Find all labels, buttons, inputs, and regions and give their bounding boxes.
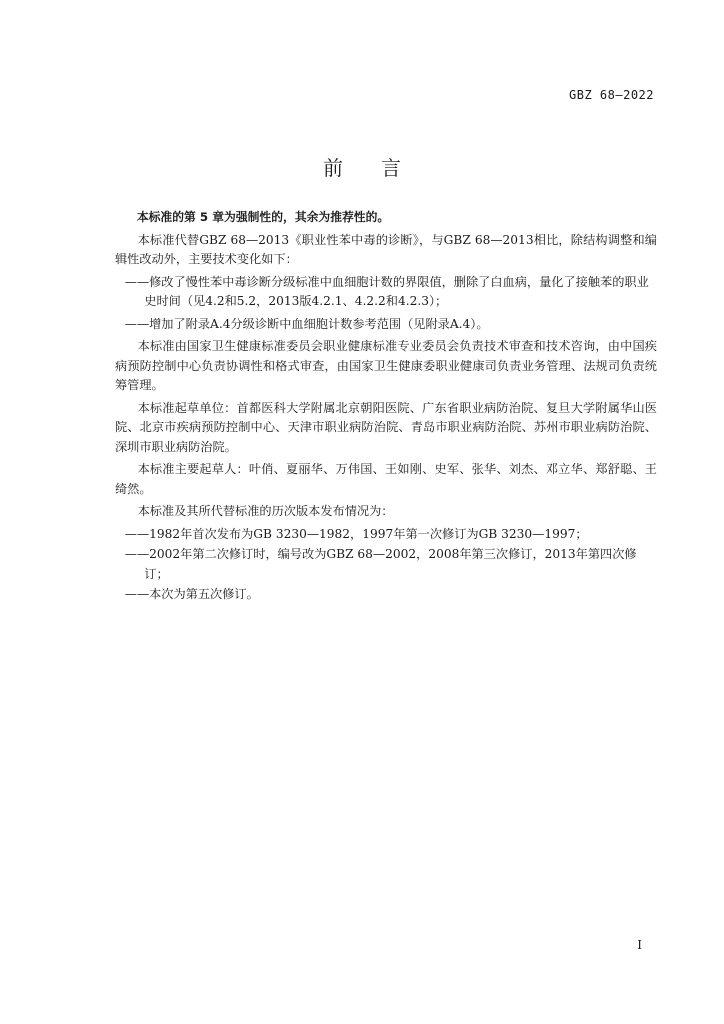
mandatory-statement: 本标准的第 5 章为强制性的，其余为推荐性的。 bbox=[136, 210, 390, 224]
foreword-body bbox=[115, 208, 657, 606]
replacement-statement: 本标准代替GBZ 68—2013《职业性苯中毒的诊断》，与GBZ 68—2013相比，除结构调整和编辑性改动外，主要技术变化如下： bbox=[115, 232, 657, 266]
page-title: 前言 bbox=[323, 156, 439, 180]
change-item: ——增加了附录A.4分级诊断中血细胞计数参考范围（见附录A.4）。 bbox=[124, 316, 489, 331]
standard-code: GBZ 68—2022 bbox=[569, 88, 654, 102]
history-item: ——1982年首次发布为GB 3230—1982，1997年第一次修订为GB 3230—1997； bbox=[124, 526, 588, 541]
page-number: I bbox=[637, 938, 642, 952]
history-item: ——2002年第二次修订时，编号改为GBZ 68—2002，2008年第三次修订，2013年第四次修订； bbox=[124, 547, 637, 581]
proposer-statement: 本标准由国家卫生健康标准委员会职业健康标准专业委员会负责技术审查和技术咨询，由中国疾病预防控制中心负责协调性和格式审查，由国家卫生健康委职业健康司负责业务管理、法规司负责统筹管理。 bbox=[115, 339, 657, 392]
change-item: ——修改了慢性苯中毒诊断分级标准中血细胞计数的界限值，删除了白血病，量化了接触苯的职业史时间（见4.2和5.2，2013版4.2.1、4.2.2和4.2.3）； bbox=[124, 274, 649, 308]
drafters: 本标准主要起草人：叶俏、夏丽华、万伟国、王如刚、史军、张华、刘杰、邓立华、郑舒聪、王绮然。 bbox=[115, 462, 657, 496]
history-item: ——本次为第五次修订。 bbox=[124, 587, 259, 601]
drafting-units: 本标准起草单位：首都医科大学附属北京朝阳医院、广东省职业病防治院、复旦大学附属华山医院、北京市疾病预防控制中心、天津市职业病防治院、青岛市职业病防治院、苏州市职业病防治院、深圳市职业病防治院。 bbox=[115, 400, 657, 454]
history-intro: 本标准及其所代替标准的历次版本发布情况为： bbox=[137, 504, 394, 518]
